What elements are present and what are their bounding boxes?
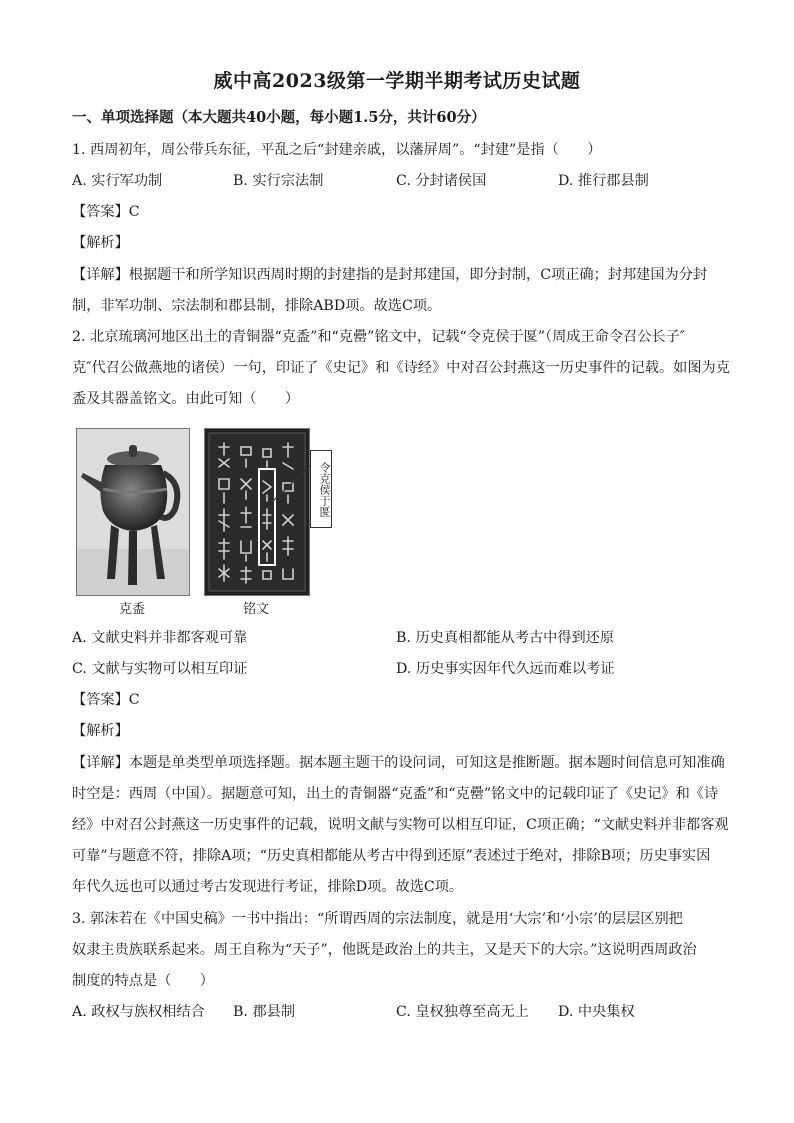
q2-detail-line: 可靠”与题意不符，排除A项；“历史真相都能从考古中得到还原”表述过于绝对，排除B项；历史事实因 <box>72 848 711 864</box>
q2-answer: 【答案】C <box>72 692 140 708</box>
q1-detail-line: 【详解】根据题干和所学知识西周时期的封建指的是封邦建国，即分封制，C项正确；封邦建国为分封 <box>72 267 708 283</box>
q2-option-d[interactable]: D. 历史事实因年代久远而难以考证 <box>396 661 615 677</box>
q1-option-b[interactable]: B. 实行宗法制 <box>233 173 324 189</box>
q2-stem-line: 克″代召公做燕地的诸侯）一句，印证了《史记》和《诗经》中对召公封燕这一历史事件的记载。如图为克 <box>72 360 730 376</box>
bronze-vessel-image <box>76 428 190 596</box>
section-heading: 一、单项选择题（本大题共40小题，每小题1.5分，共计60分） <box>72 109 486 126</box>
q1-option-c[interactable]: C. 分封诸侯国 <box>396 173 487 189</box>
q2-detail-line: 时空是：西周（中国）。据题意可知，出土的青铜器“克盉”和“克罍”铭文中的记载印证了《史记》和《诗 <box>72 786 719 802</box>
inscription-annotation-box: 令克侯于匽 <box>310 450 332 528</box>
q3-stem-line: 制度的特点是（ ） <box>72 973 214 989</box>
q2-detail-line: 【详解】本题是单类型单项选择题。据本题主题干的设问词，可知这是推断题。据本题时间信息可知准确 <box>72 755 725 771</box>
q3-option-b[interactable]: B. 郡县制 <box>233 1004 296 1020</box>
q1-option-d[interactable]: D. 推行郡县制 <box>558 173 649 189</box>
page-title: 威中高2023级第一学期半期考试历史试题 <box>213 70 581 92</box>
q3-option-c[interactable]: C. 皇权独尊至高无上 <box>396 1004 529 1020</box>
q2-stem-line: 2. 北京琉璃河地区出土的青铜器“克盉”和“克罍”铭文中，记载“令克侯于匽”（周成王命令召公长子″ <box>72 329 686 345</box>
q3-option-a[interactable]: A. 政权与族权相结合 <box>72 1004 205 1020</box>
q2-analysis-label: 【解析】 <box>72 723 129 739</box>
q2-option-c[interactable]: C. 文献与实物可以相互印证 <box>72 661 248 677</box>
annotation-leader-line <box>272 462 312 522</box>
q3-stem-line: 奴隶主贵族联系起来。周王自称为“天子”，他既是政治上的共主，又是天下的大宗。”这说明西周政治 <box>72 942 697 958</box>
caption-inscription: 铭文 <box>242 602 269 617</box>
caption-vessel: 克盉 <box>118 602 145 617</box>
q2-option-a[interactable]: A. 文献史料并非都客观可靠 <box>72 630 248 646</box>
q2-figure <box>76 428 338 618</box>
q1-stem: 1. 西周初年，周公带兵东征，平乱之后“封建亲戚，以藩屏周”。“封建”是指（ ） <box>72 142 602 158</box>
q2-detail-line: 经》中对召公封燕这一历史事件的记载，说明文献与实物可以相互印证，C项正确；“文献史料并非都客观 <box>72 817 729 833</box>
q1-option-a[interactable]: A. 实行军功制 <box>72 173 163 189</box>
q1-answer: 【答案】C <box>72 204 140 220</box>
q1-detail-line: 制，非军功制、宗法制和郡县制，排除ABD项。故选C项。 <box>72 298 442 314</box>
q2-option-b[interactable]: B. 历史真相都能从考古中得到还原 <box>396 630 615 646</box>
q3-option-d[interactable]: D. 中央集权 <box>558 1004 635 1020</box>
q1-analysis-label: 【解析】 <box>72 235 129 251</box>
q2-detail-line: 年代久远也可以通过考古发现进行考证，排除D项。故选C项。 <box>72 879 464 895</box>
q3-stem-line: 3. 郭沫若在《中国史稿》一书中指出：“所谓西周的宗法制度，就是用‘大宗’和‘小宗’的层层区别把 <box>72 911 683 927</box>
q2-stem-line: 盉及其器盖铭文。由此可知（ ） <box>72 391 300 407</box>
